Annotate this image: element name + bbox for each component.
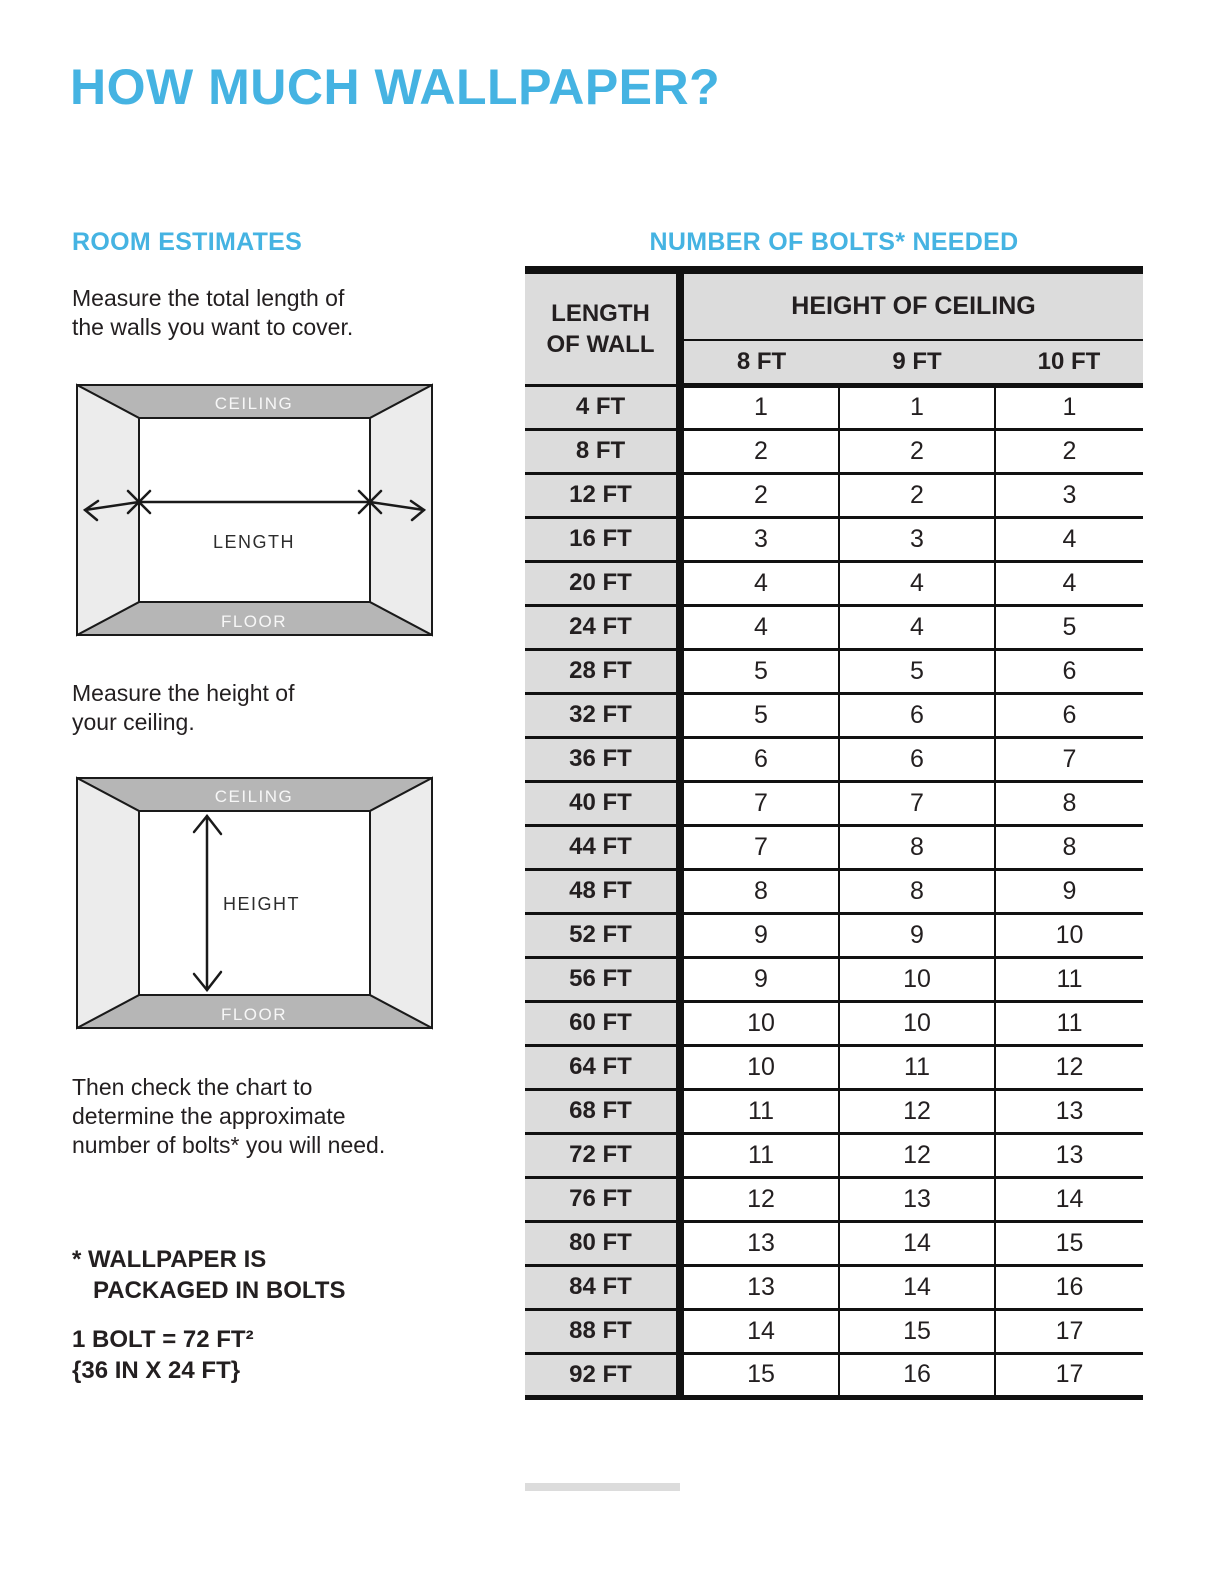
height-of-ceiling-header: HEIGHT OF CEILING [680,270,1143,340]
row-label: 12 FT [525,473,680,517]
corner-label-line1: LENGTH [551,299,650,327]
table-row [525,693,1143,737]
bolt-count-cell: 13 [995,1133,1143,1177]
bolt-count-cell: 7 [680,825,839,869]
bolt-count-cell: 6 [680,737,839,781]
bolt-count-cell: 15 [839,1309,995,1353]
bolt-count-cell: 17 [995,1353,1143,1397]
bolt-count-cell: 2 [839,429,995,473]
footnote-line2: PACKAGED IN BOLTS [93,1277,346,1304]
bolt-count-cell: 14 [839,1265,995,1309]
bolt-count-cell: 1 [680,385,839,429]
room-estimates-heading: ROOM ESTIMATES [72,228,303,256]
step2-instructions [72,679,294,737]
row-label: 92 FT [525,1353,680,1397]
bolt-count-cell: 10 [995,913,1143,957]
table-row [525,517,1143,561]
floor-label: FLOOR [220,1005,288,1024]
bolt-count-cell: 6 [839,693,995,737]
bolt-count-cell: 2 [680,429,839,473]
bolt-count-cell: 4 [839,561,995,605]
table-row [525,605,1143,649]
row-label: 76 FT [525,1177,680,1221]
bolt-count-cell: 10 [680,1045,839,1089]
table-row [525,1089,1143,1133]
table-row [525,1265,1143,1309]
bolt-count-cell: 5 [839,649,995,693]
bolt-count-cell: 1 [839,385,995,429]
col-header-9ft: 9 FT [839,340,995,385]
step3-line3: number of bolts* you will need. [72,1132,386,1158]
bolt-count-cell: 2 [839,473,995,517]
col-header-8ft: 8 FT [680,340,839,385]
table-row [525,781,1143,825]
bolt-count-cell: 9 [839,913,995,957]
row-label: 16 FT [525,517,680,561]
row-label: 56 FT [525,957,680,1001]
row-label: 20 FT [525,561,680,605]
bolt-count-cell: 17 [995,1309,1143,1353]
bolt-count-cell: 4 [995,517,1143,561]
step1-instructions [72,284,353,342]
row-label: 52 FT [525,913,680,957]
length-of-wall-header [525,270,680,385]
bolt-count-cell: 7 [680,781,839,825]
bolt-count-cell: 4 [995,561,1143,605]
row-label: 80 FT [525,1221,680,1265]
bolt-count-cell: 8 [839,825,995,869]
bolt-count-cell: 7 [995,737,1143,781]
step1-line1: Measure the total length of [72,285,345,311]
bolt-count-cell: 14 [839,1221,995,1265]
bolt-count-cell: 10 [839,1001,995,1045]
row-label: 40 FT [525,781,680,825]
bolt-count-cell: 13 [995,1089,1143,1133]
bolts-table [525,266,1143,1400]
bolt-count-cell: 12 [839,1133,995,1177]
row-label: 88 FT [525,1309,680,1353]
row-label: 36 FT [525,737,680,781]
step2-line2: your ceiling. [72,709,195,735]
bolts-table-body [525,385,1143,1397]
bolt-count-cell: 16 [995,1265,1143,1309]
bolt-count-cell: 11 [995,957,1143,1001]
bolt-count-cell: 12 [680,1177,839,1221]
table-row [525,825,1143,869]
table-row [525,1309,1143,1353]
row-label: 64 FT [525,1045,680,1089]
row-label: 84 FT [525,1265,680,1309]
bolt-count-cell: 3 [839,517,995,561]
bolt-count-cell: 4 [839,605,995,649]
table-row [525,1001,1143,1045]
bolt-count-cell: 7 [839,781,995,825]
step1-line2: the walls you want to cover. [72,314,354,340]
bolt-count-cell: 8 [680,869,839,913]
step3-instructions [72,1073,385,1160]
step2-line1: Measure the height of [72,680,295,706]
table-row [525,649,1143,693]
table-row [525,1045,1143,1089]
bolt-count-cell: 15 [995,1221,1143,1265]
table-row [525,1353,1143,1397]
length-label: LENGTH [212,532,296,552]
back-wall-surface [139,418,370,602]
bolt-count-cell: 15 [680,1353,839,1397]
row-label: 44 FT [525,825,680,869]
row-label: 72 FT [525,1133,680,1177]
floor-label: FLOOR [220,612,288,631]
bolt-count-cell: 11 [680,1133,839,1177]
bolt-count-cell: 5 [680,693,839,737]
row-label: 68 FT [525,1089,680,1133]
bolt-count-cell: 5 [680,649,839,693]
bolt-count-cell: 10 [839,957,995,1001]
bolt-count-cell: 1 [995,385,1143,429]
bolt-count-cell: 3 [995,473,1143,517]
bolts-needed-heading: NUMBER OF BOLTS* NEEDED [649,228,1019,256]
bolt-size-line1: 1 BOLT = 72 FT² [72,1326,254,1353]
row-label: 24 FT [525,605,680,649]
ceiling-label: CEILING [214,787,294,806]
height-label: HEIGHT [223,894,301,914]
footnote-line1: * WALLPAPER IS [72,1246,267,1273]
row-label: 8 FT [525,429,680,473]
table-row [525,385,1143,429]
bolt-count-cell: 12 [995,1045,1143,1089]
table-row [525,1133,1143,1177]
col-header-10ft: 10 FT [995,340,1143,385]
bolts-footnote [72,1244,345,1306]
bolt-count-cell: 8 [839,869,995,913]
bolt-count-cell: 13 [680,1221,839,1265]
table-row [525,1177,1143,1221]
bolt-count-cell: 14 [995,1177,1143,1221]
bolt-count-cell: 11 [839,1045,995,1089]
table-row [525,737,1143,781]
table-row [525,473,1143,517]
bolt-count-cell: 4 [680,605,839,649]
bolt-size-line2: {36 IN X 24 FT} [72,1357,241,1384]
page-title: HOW MUCH WALLPAPER? [70,59,721,115]
bolt-count-cell: 13 [839,1177,995,1221]
room-length-diagram [72,380,437,640]
table-row [525,869,1143,913]
row-label: 60 FT [525,1001,680,1045]
table-row [525,1221,1143,1265]
bolt-count-cell: 9 [680,957,839,1001]
bolt-size-note [72,1324,254,1386]
bolt-count-cell: 3 [680,517,839,561]
bolt-count-cell: 12 [839,1089,995,1133]
bolt-count-cell: 9 [680,913,839,957]
ceiling-label: CEILING [214,394,294,413]
row-label: 4 FT [525,385,680,429]
table-row [525,561,1143,605]
corner-label-line2: OF WALL [546,330,655,358]
bolt-count-cell: 2 [995,429,1143,473]
table-row [525,913,1143,957]
bolt-count-cell: 10 [680,1001,839,1045]
bolt-count-cell: 14 [680,1309,839,1353]
bolt-count-cell: 11 [680,1089,839,1133]
bolt-count-cell: 16 [839,1353,995,1397]
bolt-count-cell: 8 [995,825,1143,869]
bolt-count-cell: 6 [995,649,1143,693]
bolt-count-cell: 8 [995,781,1143,825]
table-row [525,957,1143,1001]
table-row [525,429,1143,473]
bolt-count-cell: 2 [680,473,839,517]
table-left-column-stub [525,1483,680,1491]
room-height-diagram [72,773,437,1033]
row-label: 28 FT [525,649,680,693]
row-label: 48 FT [525,869,680,913]
step3-line2: determine the approximate [72,1103,346,1129]
bolt-count-cell: 6 [995,693,1143,737]
table-header-row-1 [525,270,1143,340]
bolt-count-cell: 6 [839,737,995,781]
bolt-count-cell: 13 [680,1265,839,1309]
bolt-count-cell: 4 [680,561,839,605]
right-wall-surface [370,778,432,1028]
left-wall-surface [77,778,139,1028]
bolt-count-cell: 5 [995,605,1143,649]
bolt-count-cell: 11 [995,1001,1143,1045]
row-label: 32 FT [525,693,680,737]
bolt-count-cell: 9 [995,869,1143,913]
step3-line1: Then check the chart to [72,1074,313,1100]
